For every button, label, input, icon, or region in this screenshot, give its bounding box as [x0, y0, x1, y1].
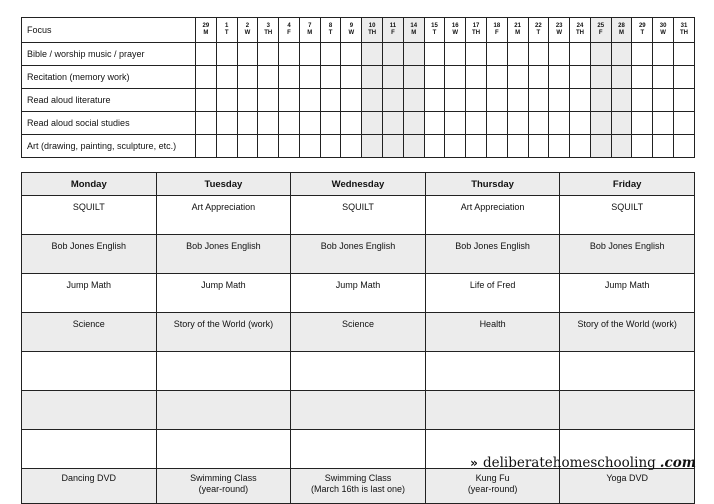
check-cell[interactable]	[673, 89, 694, 112]
day-column-header	[570, 18, 591, 43]
check-cell[interactable]	[653, 112, 674, 135]
check-cell[interactable]	[299, 66, 320, 89]
schedule-cell: Health	[425, 313, 560, 352]
day-column-header	[673, 18, 694, 43]
tracker-row	[22, 135, 695, 158]
check-cell[interactable]	[196, 135, 217, 158]
schedule-cell: Life of Fred	[425, 274, 560, 313]
check-cell[interactable]	[403, 43, 424, 66]
schedule-cell: Science	[291, 313, 426, 352]
day-date: 30	[659, 23, 667, 29]
check-cell[interactable]	[486, 135, 507, 158]
check-cell[interactable]	[299, 135, 320, 158]
check-cell[interactable]	[383, 89, 404, 112]
check-cell[interactable]	[632, 89, 653, 112]
check-cell[interactable]	[528, 66, 549, 89]
day-of-week: F	[598, 30, 603, 36]
schedule-cell	[560, 391, 695, 430]
check-cell[interactable]	[570, 66, 591, 89]
check-cell[interactable]	[362, 112, 383, 135]
schedule-cell: Bob Jones English	[22, 235, 157, 274]
check-cell[interactable]	[320, 89, 341, 112]
check-cell[interactable]	[237, 66, 258, 89]
day-column-header	[320, 18, 341, 43]
day-date: 23	[555, 23, 563, 29]
schedule-row	[22, 391, 695, 430]
schedule-row	[22, 235, 695, 274]
check-cell[interactable]	[528, 89, 549, 112]
focus-tracker-grid	[21, 17, 695, 158]
check-cell[interactable]	[362, 89, 383, 112]
check-cell[interactable]	[216, 43, 237, 66]
day-date: 11	[389, 23, 397, 29]
check-cell[interactable]	[216, 89, 237, 112]
check-cell[interactable]	[237, 112, 258, 135]
day-of-week: M	[619, 30, 625, 36]
schedule-cell: Jump Math	[291, 274, 426, 313]
check-cell[interactable]	[466, 43, 487, 66]
focus-label: Recitation (memory work)	[22, 66, 196, 89]
check-cell[interactable]	[320, 43, 341, 66]
day-date: 29	[638, 23, 646, 29]
check-cell[interactable]	[279, 89, 300, 112]
check-cell[interactable]	[653, 66, 674, 89]
day-date: 8	[328, 23, 333, 29]
check-cell[interactable]	[403, 89, 424, 112]
brand-watermark	[470, 455, 696, 471]
weekday-header: Monday	[22, 173, 157, 196]
check-cell[interactable]	[216, 112, 237, 135]
tracker-row	[22, 89, 695, 112]
schedule-cell-line: (March 16th is last one)	[310, 484, 405, 494]
day-date: 2	[245, 23, 250, 29]
brand-name: deliberatehomeschooling	[482, 455, 656, 471]
schedule-cell: Jump Math	[156, 274, 291, 313]
check-cell[interactable]	[528, 135, 549, 158]
day-column-header	[590, 18, 611, 43]
day-column-header	[528, 18, 549, 43]
check-cell[interactable]	[424, 43, 445, 66]
check-cell[interactable]	[258, 89, 279, 112]
check-cell[interactable]	[237, 135, 258, 158]
day-date: 14	[410, 23, 418, 29]
check-cell[interactable]	[383, 135, 404, 158]
schedule-cell-line: Yoga DVD	[606, 473, 649, 483]
check-cell[interactable]	[445, 112, 466, 135]
check-cell[interactable]	[653, 43, 674, 66]
check-cell[interactable]	[632, 66, 653, 89]
check-cell[interactable]	[445, 43, 466, 66]
check-cell[interactable]	[632, 43, 653, 66]
schedule-cell: Jump Math	[560, 274, 695, 313]
weekday-header: Friday	[560, 173, 695, 196]
check-cell[interactable]	[320, 135, 341, 158]
check-cell[interactable]	[362, 135, 383, 158]
check-cell[interactable]	[341, 135, 362, 158]
day-date: 24	[576, 23, 584, 29]
check-cell[interactable]	[362, 66, 383, 89]
schedule-cell-line: Swimming Class	[324, 473, 392, 483]
day-column-header	[196, 18, 217, 43]
check-cell[interactable]	[549, 89, 570, 112]
day-of-week: F	[494, 30, 499, 36]
day-of-week: W	[452, 30, 459, 36]
check-cell[interactable]	[570, 112, 591, 135]
focus-label: Bible / worship music / prayer	[22, 43, 196, 66]
check-cell[interactable]	[590, 89, 611, 112]
day-of-week: W	[348, 30, 355, 36]
day-date: 3	[266, 23, 270, 29]
day-date: 16	[451, 23, 459, 29]
weekday-header: Wednesday	[291, 173, 426, 196]
check-cell[interactable]	[445, 66, 466, 89]
check-cell[interactable]	[466, 112, 487, 135]
check-cell[interactable]	[611, 89, 632, 112]
check-cell[interactable]	[299, 89, 320, 112]
check-cell[interactable]	[403, 112, 424, 135]
day-date: 10	[368, 23, 376, 29]
check-cell[interactable]	[632, 112, 653, 135]
schedule-cell	[425, 352, 560, 391]
schedule-row	[22, 196, 695, 235]
weekday-header: Tuesday	[156, 173, 291, 196]
check-cell[interactable]	[445, 135, 466, 158]
schedule-cell-line: (year-round)	[198, 484, 249, 494]
tracker-row	[22, 112, 695, 135]
schedule-cell	[22, 391, 157, 430]
day-column-header	[611, 18, 632, 43]
day-of-week: W	[660, 30, 666, 36]
day-column-header	[258, 18, 279, 43]
schedule-row	[22, 313, 695, 352]
check-cell[interactable]	[279, 43, 300, 66]
day-date: 21	[514, 23, 521, 29]
day-column-header	[403, 18, 424, 43]
schedule-cell-line: Kung Fu	[475, 473, 510, 483]
check-cell[interactable]	[507, 112, 528, 135]
check-cell[interactable]	[237, 89, 258, 112]
check-cell[interactable]	[258, 66, 279, 89]
check-cell[interactable]	[341, 43, 362, 66]
schedule-cell: Bob Jones English	[291, 235, 426, 274]
day-date: 29	[202, 23, 210, 29]
check-cell[interactable]	[424, 66, 445, 89]
day-of-week: F	[287, 30, 291, 36]
check-cell[interactable]	[507, 89, 528, 112]
check-cell[interactable]	[611, 135, 632, 158]
check-cell[interactable]	[507, 135, 528, 158]
day-of-week: TH	[368, 30, 377, 36]
tracker-row	[22, 43, 695, 66]
day-column-header	[632, 18, 653, 43]
day-column-header	[445, 18, 466, 43]
day-date: 28	[618, 23, 625, 29]
check-cell[interactable]	[279, 112, 300, 135]
schedule-cell	[291, 391, 426, 430]
schedule-cell: SQUILT	[22, 196, 157, 235]
day-of-week: TH	[575, 30, 584, 36]
check-cell[interactable]	[673, 43, 694, 66]
tracker-row	[22, 66, 695, 89]
check-cell[interactable]	[528, 112, 549, 135]
check-cell[interactable]	[424, 112, 445, 135]
schedule-cell	[291, 430, 426, 469]
check-cell[interactable]	[466, 135, 487, 158]
check-cell[interactable]	[258, 112, 279, 135]
day-date: 1	[225, 23, 229, 29]
day-date: 22	[535, 23, 542, 29]
day-column-header	[279, 18, 300, 43]
schedule-cell	[156, 430, 291, 469]
schedule-row	[22, 469, 695, 504]
day-date: 17	[472, 23, 480, 29]
check-cell[interactable]	[611, 66, 632, 89]
check-cell[interactable]	[445, 89, 466, 112]
day-of-week: W	[556, 30, 562, 36]
check-cell[interactable]	[196, 66, 217, 89]
check-cell[interactable]	[362, 43, 383, 66]
check-cell[interactable]	[486, 43, 507, 66]
schedule-cell: Science	[22, 313, 157, 352]
double-chevron-right-icon: »	[470, 456, 475, 470]
check-cell[interactable]	[549, 135, 570, 158]
schedule-cell: SQUILT	[560, 196, 695, 235]
day-of-week: M	[411, 30, 417, 36]
day-of-week: T	[432, 30, 437, 36]
day-column-header	[237, 18, 258, 43]
tracker-body	[22, 43, 695, 158]
focus-header: Focus	[22, 18, 196, 43]
check-cell[interactable]	[611, 112, 632, 135]
day-date: 25	[597, 23, 605, 29]
check-cell[interactable]	[341, 66, 362, 89]
day-of-week: T	[224, 30, 229, 36]
schedule-cell	[425, 391, 560, 430]
focus-label: Read aloud social studies	[22, 112, 196, 135]
day-of-week: TH	[679, 30, 688, 36]
check-cell[interactable]	[383, 112, 404, 135]
schedule-cell	[156, 469, 291, 504]
check-cell[interactable]	[341, 112, 362, 135]
day-of-week: T	[640, 30, 645, 36]
schedule-cell	[156, 391, 291, 430]
day-of-week: M	[515, 30, 521, 36]
check-cell[interactable]	[590, 66, 611, 89]
tracker-header-row	[22, 18, 695, 43]
check-cell[interactable]	[549, 112, 570, 135]
schedule-cell	[22, 469, 157, 504]
check-cell[interactable]	[237, 43, 258, 66]
check-cell[interactable]	[196, 89, 217, 112]
check-cell[interactable]	[528, 43, 549, 66]
check-cell[interactable]	[653, 89, 674, 112]
day-column-header	[299, 18, 320, 43]
schedule-row	[22, 352, 695, 391]
schedule-header-row	[22, 173, 695, 196]
check-cell[interactable]	[570, 43, 591, 66]
check-cell[interactable]	[486, 89, 507, 112]
day-date: 15	[431, 23, 438, 29]
schedule-cell: Bob Jones English	[425, 235, 560, 274]
check-cell[interactable]	[216, 66, 237, 89]
check-cell[interactable]	[590, 135, 611, 158]
schedule-cell-line: Dancing DVD	[61, 473, 117, 483]
check-cell[interactable]	[403, 135, 424, 158]
day-column-header	[362, 18, 383, 43]
schedule-cell	[291, 352, 426, 391]
check-cell[interactable]	[466, 66, 487, 89]
check-cell[interactable]	[673, 135, 694, 158]
schedule-cell: Art Appreciation	[425, 196, 560, 235]
day-column-header	[383, 18, 404, 43]
check-cell[interactable]	[570, 135, 591, 158]
check-cell[interactable]	[486, 66, 507, 89]
check-cell[interactable]	[299, 112, 320, 135]
check-cell[interactable]	[570, 89, 591, 112]
day-of-week: M	[203, 30, 209, 36]
check-cell[interactable]	[486, 112, 507, 135]
check-cell[interactable]	[466, 89, 487, 112]
day-column-header	[507, 18, 528, 43]
day-date: 7	[308, 23, 312, 29]
schedule-cell: Jump Math	[22, 274, 157, 313]
day-of-week: M	[307, 30, 313, 36]
day-column-header	[466, 18, 487, 43]
check-cell[interactable]	[403, 66, 424, 89]
check-cell[interactable]	[424, 89, 445, 112]
schedule-cell: Bob Jones English	[560, 235, 695, 274]
day-date: 9	[349, 23, 354, 29]
check-cell[interactable]	[549, 43, 570, 66]
check-cell[interactable]	[299, 43, 320, 66]
day-of-week: W	[244, 30, 251, 36]
focus-label: Read aloud literature	[22, 89, 196, 112]
check-cell[interactable]	[258, 43, 279, 66]
check-cell[interactable]	[279, 66, 300, 89]
check-cell[interactable]	[341, 89, 362, 112]
day-date: 31	[680, 23, 688, 29]
check-cell[interactable]	[673, 112, 694, 135]
day-date: 4	[287, 23, 291, 29]
schedule-cell	[22, 352, 157, 391]
day-column-header	[341, 18, 362, 43]
day-date: 18	[493, 23, 501, 29]
check-cell[interactable]	[611, 43, 632, 66]
day-column-header	[486, 18, 507, 43]
schedule-cell	[560, 352, 695, 391]
check-cell[interactable]	[424, 135, 445, 158]
check-cell[interactable]	[383, 66, 404, 89]
schedule-cell-line: Swimming Class	[190, 473, 257, 483]
focus-label: Art (drawing, painting, sculpture, etc.)	[22, 135, 196, 158]
check-cell[interactable]	[279, 135, 300, 158]
weekday-header: Thursday	[425, 173, 560, 196]
check-cell[interactable]	[216, 135, 237, 158]
check-cell[interactable]	[549, 66, 570, 89]
schedule-cell: Story of the World (work)	[560, 313, 695, 352]
check-cell[interactable]	[673, 66, 694, 89]
check-cell[interactable]	[258, 135, 279, 158]
check-cell[interactable]	[196, 112, 217, 135]
check-cell[interactable]	[653, 135, 674, 158]
day-of-week: TH	[264, 30, 273, 36]
schedule-cell: SQUILT	[291, 196, 426, 235]
schedule-cell	[22, 430, 157, 469]
schedule-cell	[425, 469, 560, 504]
schedule-cell: Bob Jones English	[156, 235, 291, 274]
day-column-header	[216, 18, 237, 43]
schedule-cell	[560, 469, 695, 504]
brand-suffix: .com	[659, 455, 696, 471]
check-cell[interactable]	[196, 43, 217, 66]
check-cell[interactable]	[590, 112, 611, 135]
schedule-cell: Art Appreciation	[156, 196, 291, 235]
day-column-header	[549, 18, 570, 43]
day-of-week: F	[391, 30, 395, 36]
check-cell[interactable]	[383, 43, 404, 66]
day-of-week: T	[328, 30, 333, 36]
check-cell[interactable]	[632, 135, 653, 158]
check-cell[interactable]	[507, 43, 528, 66]
day-of-week: T	[536, 30, 541, 36]
check-cell[interactable]	[320, 112, 341, 135]
check-cell[interactable]	[507, 66, 528, 89]
check-cell[interactable]	[320, 66, 341, 89]
schedule-cell-line: (year-round)	[467, 484, 518, 494]
schedule-row	[22, 274, 695, 313]
schedule-cell	[291, 469, 426, 504]
check-cell[interactable]	[590, 43, 611, 66]
schedule-cell	[156, 352, 291, 391]
day-of-week: TH	[472, 30, 481, 36]
schedule-cell: Story of the World (work)	[156, 313, 291, 352]
day-column-header	[653, 18, 674, 43]
day-column-header	[424, 18, 445, 43]
